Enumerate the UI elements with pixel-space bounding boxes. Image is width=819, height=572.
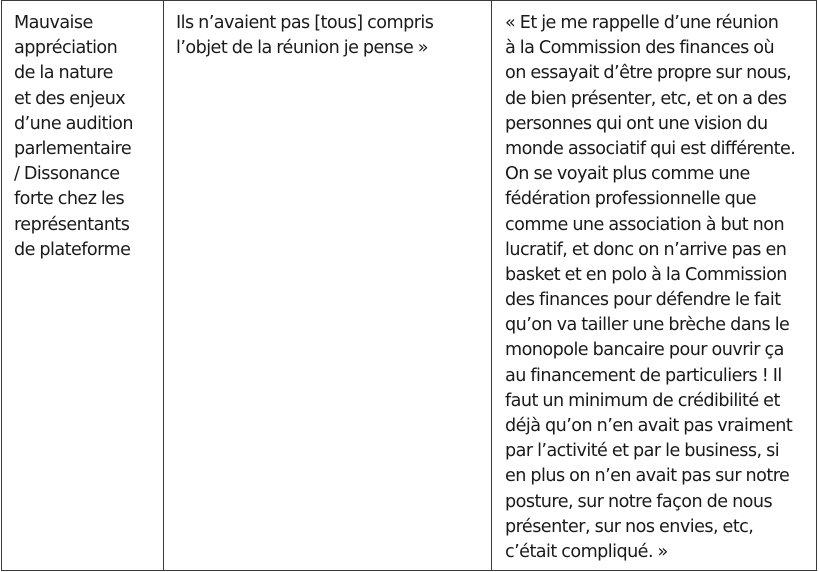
quote-line: par l’activité et par le business, si bbox=[505, 441, 780, 462]
quote-line: basket et en polo à la Commission bbox=[505, 264, 787, 285]
quote-line: posture, sur notre façon de nous bbox=[505, 491, 773, 512]
theme-line: / Dissonance bbox=[14, 164, 120, 185]
theme-line: Mauvaise bbox=[14, 13, 93, 33]
theme-line: forte chez les bbox=[14, 189, 125, 210]
theme-line: de plateforme bbox=[14, 239, 131, 260]
theme-line: d’une audition bbox=[14, 113, 133, 134]
quote-line: faut un minimum de crédibilité et bbox=[505, 390, 780, 411]
theme-line: parlementaire bbox=[14, 138, 132, 159]
theme-line: et des enjeux bbox=[14, 88, 126, 109]
theme-line: de la nature bbox=[14, 63, 113, 84]
summary-line: l’objet de la réunion je pense » bbox=[176, 38, 429, 59]
quote-line: comme une association à but non bbox=[505, 214, 785, 235]
quote-line: de bien présenter, etc, et on a des bbox=[505, 88, 787, 109]
quote-cell bbox=[492, 1, 816, 570]
quote-line: on essayait d’être propre sur nous, bbox=[505, 63, 792, 84]
summary-cell bbox=[164, 1, 492, 570]
quote-line: à la Commission des finances où bbox=[505, 38, 775, 59]
quote-line: qu’on va tailler une brèche dans le bbox=[505, 315, 790, 336]
quote-line: au financement de particuliers ! Il bbox=[505, 365, 782, 386]
quote-line: en plus on n’en avait pas sur notre bbox=[505, 466, 790, 487]
summary-line: Ils n’avaient pas [tous] compris bbox=[176, 13, 434, 33]
quote-line: des finances pour défendre le fait bbox=[505, 290, 781, 311]
theme-line: appréciation bbox=[14, 38, 118, 59]
theme-line: représentants bbox=[14, 214, 130, 235]
quote-line: personnes qui ont une vision du bbox=[505, 113, 768, 134]
quote-line: lucratif, et donc on n’arrive pas en bbox=[505, 239, 787, 260]
data-table bbox=[1, 0, 817, 571]
quote-line: déjà qu’on n’en avait pas vraiment bbox=[505, 416, 793, 436]
quote-line: On se voyait plus comme une bbox=[505, 164, 750, 185]
quote-line: monde associatif qui est différente. bbox=[505, 138, 796, 159]
theme-cell bbox=[2, 1, 164, 570]
quote-line: « Et je me rappelle d’une réunion bbox=[505, 13, 779, 33]
quote-line: fédération professionnelle que bbox=[505, 189, 757, 210]
quote-line: c’était compliqué. » bbox=[505, 541, 668, 562]
quote-line: présenter, sur nos envies, etc, bbox=[505, 516, 754, 537]
quote-line: monopole bancaire pour ouvrir ça bbox=[505, 340, 784, 361]
